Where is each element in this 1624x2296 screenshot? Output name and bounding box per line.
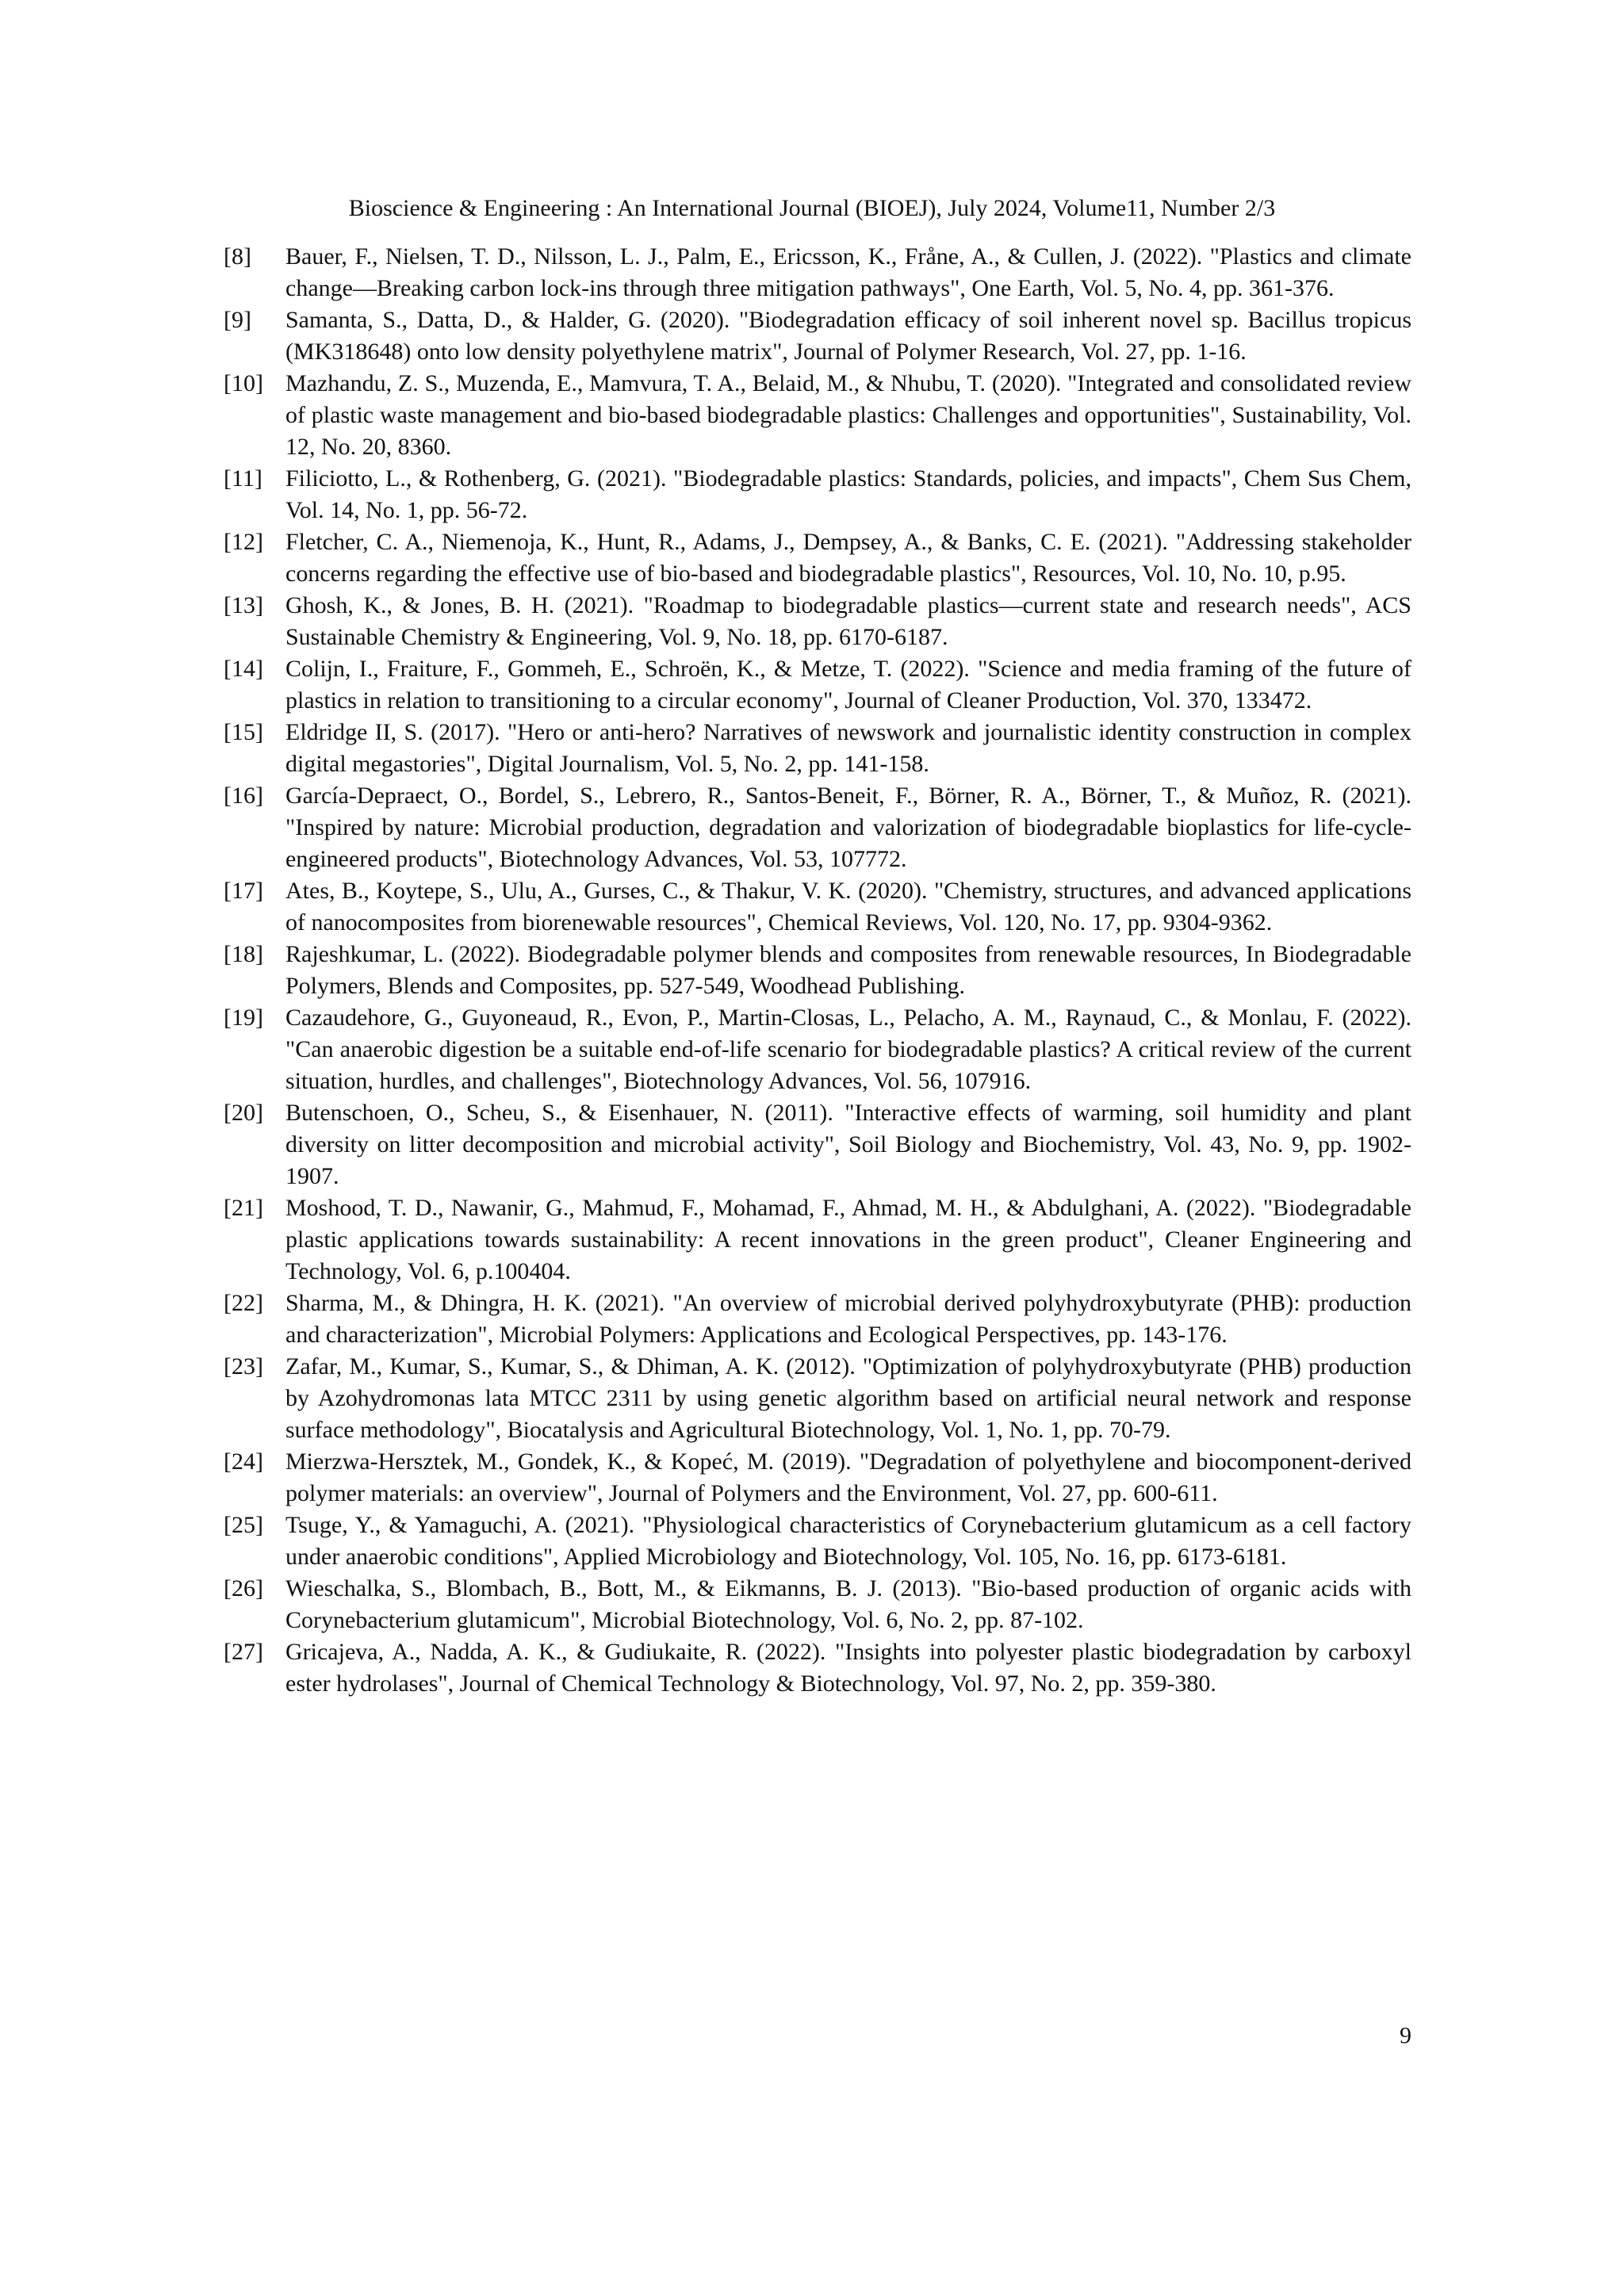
reference-text: Rajeshkumar, L. (2022). Biodegradable polymer blends and composites from renewable resources, In Biodegradable Polymers, Blends and Composites, pp. 527-549, Woodhead Publishing. (285, 941, 1411, 999)
reference-number: [11] (224, 465, 262, 492)
reference-text: Wieschalka, S., Blombach, B., Bott, M., & Eikmanns, B. J. (2013). "Bio-based production of organic acids with Corynebacterium glutamicum", Microbial Biotechnology, Vol. 6, No. 2, pp. 87-102. (285, 1575, 1411, 1633)
reference-item (224, 526, 1411, 590)
reference-text: Ghosh, K., & Jones, B. H. (2021). "Roadmap to biodegradable plastics—current state and research needs", ACS Sustainable Chemistry & Engineering, Vol. 9, No. 18, pp. 6170-6187. (285, 592, 1411, 650)
reference-text: Filiciotto, L., & Rothenberg, G. (2021). "Biodegradable plastics: Standards, policies, and impacts", Chem Sus Chem, Vol. 14, No. 1, pp. 56-72. (285, 465, 1411, 523)
reference-number: [17] (224, 878, 263, 904)
reference-number: [27] (224, 1639, 263, 1665)
reference-number: [22] (224, 1290, 263, 1316)
reference-item (224, 590, 1411, 653)
reference-text: Eldridge II, S. (2017). "Hero or anti-hero? Narratives of newswork and journalistic identity construction in complex digital megastories", Digital Journalism, Vol. 5, No. 2, pp. 141-158. (285, 719, 1411, 777)
reference-number: [16] (224, 783, 263, 809)
reference-number: [25] (224, 1512, 263, 1538)
reference-item (224, 1573, 1411, 1636)
reference-text: Zafar, M., Kumar, S., Kumar, S., & Dhiman, A. K. (2012). "Optimization of polyhydroxybutyrate (PHB) production by Azohydromonas lata MTCC 2311 by using genetic algorithm based on artificial neural network and response surface methodology", Biocatalysis and Agricultural Biotechnology, Vol. 1, No. 1, pp. 70-79. (285, 1353, 1411, 1443)
reference-text: Sharma, M., & Dhingra, H. K. (2021). "An overview of microbial derived polyhydroxybutyrate (PHB): production and characterization", Microbial Polymers: Applications and Ecological Perspectives, pp. 143-176. (285, 1290, 1411, 1348)
reference-list (224, 241, 1411, 1700)
reference-number: [21] (224, 1195, 263, 1221)
reference-number: [18] (224, 941, 263, 967)
reference-number: [10] (224, 370, 263, 396)
reference-text: Cazaudehore, G., Guyoneaud, R., Evon, P., Martin-Closas, L., Pelacho, A. M., Raynaud, C., & Monlau, F. (2022). "Can anaerobic digestion be a suitable end-of-life scenario for biodegradable plastics? A critical review of the current situation, hurdles, and challenges", Biotechnology Advances, Vol. 56, 107916. (285, 1004, 1411, 1094)
reference-item (224, 939, 1411, 1002)
reference-text: Ates, B., Koytepe, S., Ulu, A., Gurses, C., & Thakur, V. K. (2020). "Chemistry, structures, and advanced applications of nanocomposites from biorenewable resources", Chemical Reviews, Vol. 120, No. 17, pp. 9304-9362. (285, 878, 1411, 936)
reference-text: García-Depraect, O., Bordel, S., Lebrero, R., Santos-Beneit, F., Börner, R. A., Börner, T., & Muñoz, R. (2021). "Inspired by nature: Microbial production, degradation and valorization of biodegradable bioplastics for life-cycle-engineered products", Biotechnology Advances, Vol. 53, 107772. (285, 783, 1411, 872)
reference-item (224, 653, 1411, 717)
reference-item (224, 1288, 1411, 1351)
reference-text: Samanta, S., Datta, D., & Halder, G. (2020). "Biodegradation efficacy of soil inherent novel sp. Bacillus tropicus (MK318648) onto low density polyethylene matrix", Journal of Polymer Research, Vol. 27, pp. 1-16. (285, 307, 1411, 365)
reference-number: [8] (224, 243, 251, 270)
page-number: 9 (1400, 2022, 1411, 2049)
reference-text: Mazhandu, Z. S., Muzenda, E., Mamvura, T. A., Belaid, M., & Nhubu, T. (2020). "Integrated and consolidated review of plastic waste management and bio-based biodegradable plastics: Challenges and opportunities", Sustainability, Vol. 12, No. 20, 8360. (285, 370, 1411, 460)
reference-item (224, 780, 1411, 875)
reference-text: Colijn, I., Fraiture, F., Gommeh, E., Schroën, K., & Metze, T. (2022). "Science and media framing of the future of plastics in relation to transitioning to a circular economy", Journal of Cleaner Production, Vol. 370, 133472. (285, 656, 1411, 714)
reference-item (224, 1446, 1411, 1510)
reference-number: [23] (224, 1353, 263, 1380)
reference-item (224, 1192, 1411, 1288)
reference-item (224, 368, 1411, 463)
reference-number: [14] (224, 656, 263, 682)
reference-text: Tsuge, Y., & Yamaguchi, A. (2021). "Physiological characteristics of Corynebacterium glutamicum as a cell factory under anaerobic conditions", Applied Microbiology and Biotechnology, Vol. 105, No. 16, pp. 6173-6181. (285, 1512, 1411, 1570)
reference-number: [13] (224, 592, 263, 618)
reference-item (224, 1351, 1411, 1446)
journal-header: Bioscience & Engineering : An International Journal (BIOEJ), July 2024, Volume11, Number 2/3 (348, 195, 1276, 221)
reference-item (224, 717, 1411, 780)
reference-text: Bauer, F., Nielsen, T. D., Nilsson, L. J., Palm, E., Ericsson, K., Fråne, A., & Cullen, J. (2022). "Plastics and climate change—Breaking carbon lock-ins through three mitigation pathways", One Earth, Vol. 5, No. 4, pp. 361-376. (285, 243, 1411, 301)
reference-text: Mierzwa-Hersztek, M., Gondek, K., & Kopeć, M. (2019). "Degradation of polyethylene and biocomponent-derived polymer materials: an overview", Journal of Polymers and the Environment, Vol. 27, pp. 600-611. (285, 1448, 1411, 1506)
reference-number: [9] (224, 307, 251, 333)
reference-item (224, 463, 1411, 526)
reference-number: [15] (224, 719, 263, 745)
reference-number: [19] (224, 1004, 263, 1031)
reference-text: Gricajeva, A., Nadda, A. K., & Gudiukaite, R. (2022). "Insights into polyester plastic biodegradation by carboxyl ester hydrolases", Journal of Chemical Technology & Biotechnology, Vol. 97, No. 2, pp. 359-380. (285, 1639, 1411, 1697)
reference-item (224, 875, 1411, 939)
reference-number: [26] (224, 1575, 263, 1601)
reference-text: Butenschoen, O., Scheu, S., & Eisenhauer, N. (2011). "Interactive effects of warming, soil humidity and plant diversity on litter decomposition and microbial activity", Soil Biology and Biochemistry, Vol. 43, No. 9, pp. 1902-1907. (285, 1100, 1411, 1189)
reference-text: Moshood, T. D., Nawanir, G., Mahmud, F., Mohamad, F., Ahmad, M. H., & Abdulghani, A. (2022). "Biodegradable plastic applications towards sustainability: A recent innovations in the green product", Cleaner Engineering and Technology, Vol. 6, p.100404. (285, 1195, 1411, 1284)
reference-number: [20] (224, 1100, 263, 1126)
reference-text: Fletcher, C. A., Niemenoja, K., Hunt, R., Adams, J., Dempsey, A., & Banks, C. E. (2021). "Addressing stakeholder concerns regarding the effective use of bio-based and biodegradable plastics", Resources, Vol. 10, No. 10, p.95. (285, 529, 1411, 587)
reference-item (224, 304, 1411, 368)
reference-item (224, 241, 1411, 304)
reference-number: [12] (224, 529, 263, 555)
reference-number: [24] (224, 1448, 263, 1475)
reference-item (224, 1097, 1411, 1192)
reference-item (224, 1636, 1411, 1700)
reference-item (224, 1510, 1411, 1573)
reference-item (224, 1002, 1411, 1097)
